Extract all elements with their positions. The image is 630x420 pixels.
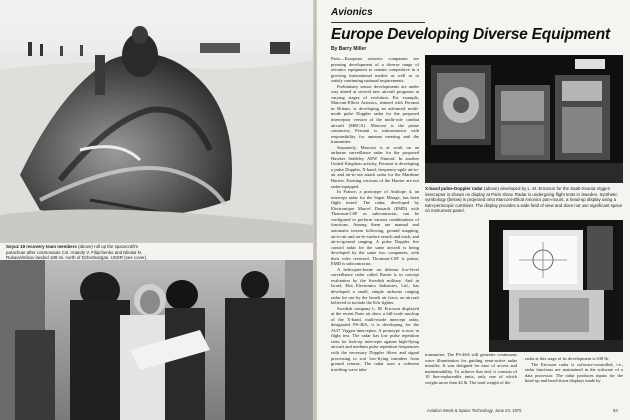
paragraph: transmitter. The PS-46A will generate continuous wave illumination for guiding semi-active radar missiles. It was designed for ease of access and maintainability. To achieve that end, it consists of 10 line-replaceable units, only one of which weighs more than 44 lb. The total weight of the (425, 352, 517, 385)
right-page (317, 0, 630, 420)
recovery-team-photo (0, 0, 313, 243)
headline: Europe Developing Diverse Equipment (331, 26, 610, 43)
page-number: 53 (613, 408, 618, 413)
paragraph: The Ericsson radar is software-controlled, i.e., radar functions are maintained in the software of a data processor. The radar produces inputs for the head-up and head-down displays made by (525, 361, 623, 384)
paragraph: Swedish company L. M. Ericsson displayed at the recent Paris air show a full-scale mockup of the X-band, multi-mode intercept radar, designated PS-46A, it is developing for the JA37 Viggen interceptor. A prototype is now in flight test. The radar has low pulse repetition rates for look-up intercepts against high-flying aircraft and medium pulse repetition frequencies with the necessary Doppler filters and signal processing to sort low-flying intruders from ground returns. The radar uses a coherent traveling wave tube (331, 305, 419, 372)
paragraph: Preliminary sensor developments are under way aimed at several new aircraft programs in varying stages of evolution. For example, Marconi-Elliott Avionics, teamed with Ferranti in Britain, is developing an advanced multi-mode pulse Doppler radar for the proposed interceptor version of the multi-role combat aircraft (MRCA). Marconi is the prime contractor; Ferranti is subcontractor with responsibility for antenna meeting and the transmitter. (331, 83, 419, 145)
footer-publication: Aviation Week & Space Technology, June 23, 1975 (427, 408, 522, 413)
cosmonaut-photo (0, 260, 313, 420)
caption-radar (425, 186, 623, 214)
article-column-2 (425, 352, 517, 408)
article-column-3 (525, 356, 623, 406)
paragraph: A helicopter-borne air defense low-level surveillance radar called Raven is in concept evaluation by the Swedish military. And in Israel, Elta Electronics Industries, Ltd., has developed a small, simple airborne ranging radar for use by the Israeli air force, on aircraft believed to include the Kfir fighter. (331, 266, 419, 306)
section-label: Avionics (331, 7, 373, 18)
caption-recovery-lead: Soyuz 19 recovery team members (6, 244, 77, 249)
paragraph: radar at this stage of its development is 638 lb. (525, 356, 609, 361)
paragraph: Separately, Marconi is at work on an airborne surveillance radar for the proposed Hawker Siddeley AEW Nimrod. In another United Kingdom activity, Ferranti is developing a pulse Doppler, X-band, frequency-agile air-to-air and air-to-sea attack radar for the Maritime Harrier. Existing versions of the Harrier are not radar-equipped. (331, 144, 419, 189)
paragraph: In France, a prototype of Antilope 4, an intercept radar for the Super Mirage, has been flight tested. The radar, developed by Electronique Marcel Dassault (EMD) with Thomson-CSF as subcontractor, can be configured to perform various combinations of functions. Among them are manual and automatic terrain following, ground mapping, air-to-air and air-to-surface search and track, and air-to-ground ranging. A pulse Doppler fire control radar for the same aircraft is being developed by the same two companies, with their roles reversed. Thomson-CSF is prime; EMD is subcontractor. (331, 189, 419, 267)
radar-photo (425, 55, 623, 183)
caption-radar-lead: X-band pulse-Doppler radar (425, 186, 483, 191)
paragraph: Paris—European avionics companies are pressing development of a diverse range of avionics equipment to remain competitive in a growing international market as well as to satisfy continuing national requirements. (331, 56, 419, 84)
section-rule (331, 22, 425, 23)
hud-photo (489, 220, 623, 352)
byline: By Barry Miller (331, 46, 367, 52)
article-column-1 (331, 56, 419, 406)
left-page (0, 0, 313, 420)
caption-recovery-text: (above) roll up the spacecraft's parachute after cosmonauts Col. Anatoly V. Filipchenko and Nikolai N. Rukavishnikov landed 188 mi. north of Dzhezkazgan, USSR (see cover). (6, 244, 148, 261)
caption-radar-text: (above) developed by L. M. Ericsson for the Saab-Scania Viggen interceptor is shown on display at Paris show. Radar is undergoing flight tests in Sweden. Synthetic symbology (below) is projected onto Marconi-Elliott Avionics pan-mount, a head-up display using a twin-periscopic combiner. The display provides a wide field of view and does not use significant space on instrument panel. (425, 186, 623, 214)
